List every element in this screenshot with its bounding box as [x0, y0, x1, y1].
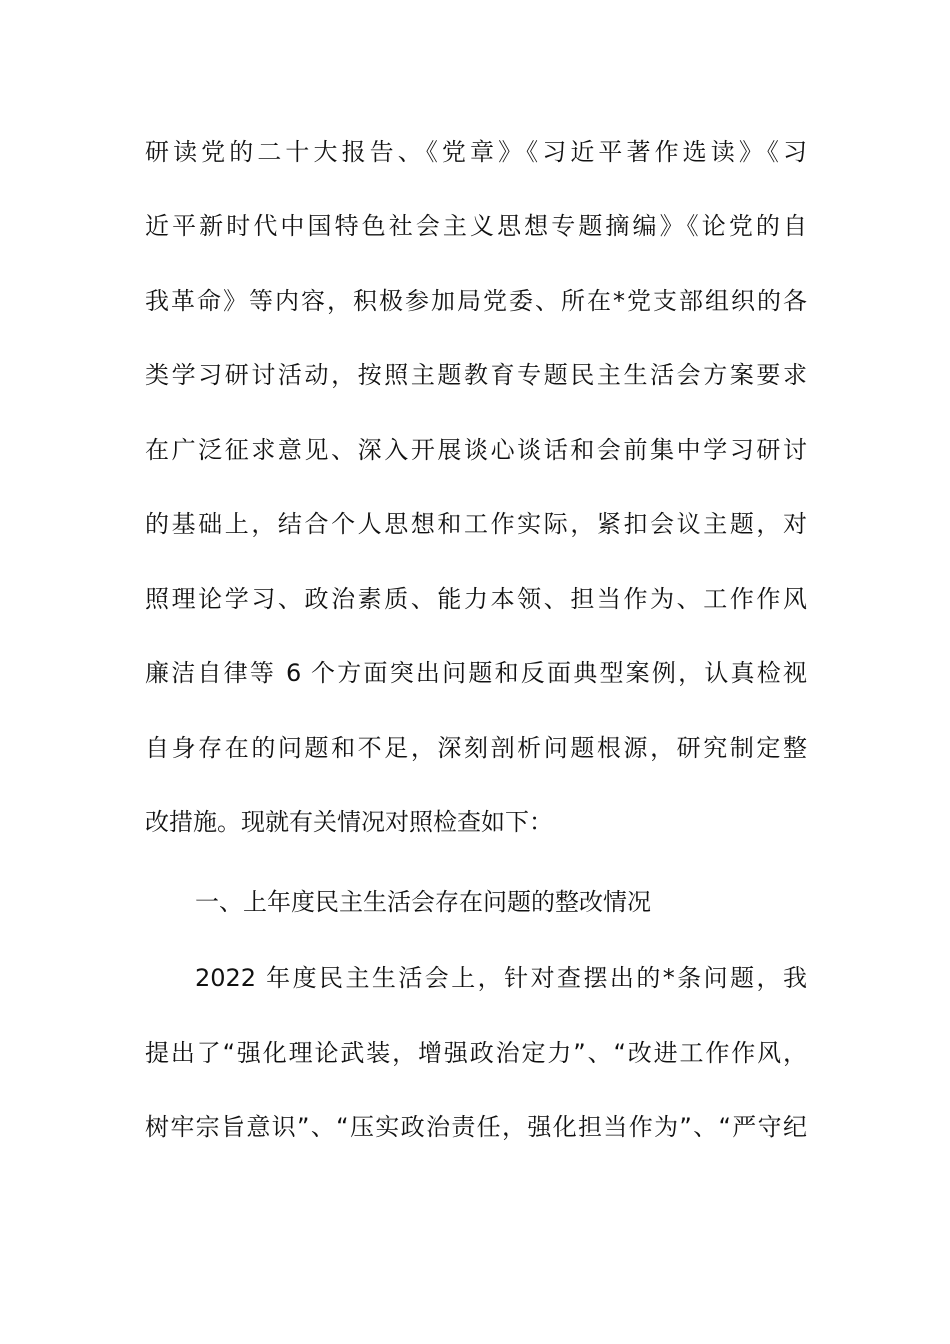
- body-text-line: 我革命》等内容，积极参加局党委、所在*党支部组织的各: [145, 287, 807, 315]
- body-text-line: 提出了“强化理论武装，增强政治定力”、“改进工作作风，: [145, 1039, 807, 1067]
- body-text-line: 廉洁自律等 6 个方面突出问题和反面典型案例，认真检视: [145, 659, 807, 687]
- body-text-line: 的基础上，结合个人思想和工作实际，紧扣会议主题，对: [145, 510, 807, 538]
- body-text-line: 在广泛征求意见、深入开展谈心谈话和会前集中学习研讨: [145, 436, 807, 464]
- body-text-line: 近平新时代中国特色社会主义思想专题摘编》《论党的自: [145, 212, 807, 240]
- body-text-line: 类学习研讨活动，按照主题教育专题民主生活会方案要求: [145, 361, 807, 389]
- body-text-line: 2022 年度民主生活会上，针对查摆出的*条问题，我: [195, 964, 807, 992]
- section-heading: 一、上年度民主生活会存在问题的整改情况: [195, 888, 651, 916]
- body-text-line: 自身存在的问题和不足，深刻剖析问题根源，研究制定整: [145, 734, 807, 762]
- body-text-line: 研读党的二十大报告、《党章》《习近平著作选读》《习: [145, 138, 807, 166]
- body-text-line: 改措施。现就有关情况对照检查如下：: [145, 808, 553, 836]
- body-text-line: 树牢宗旨意识”、“压实政治责任，强化担当作为”、“严守纪: [145, 1113, 807, 1141]
- body-text-line: 照理论学习、政治素质、能力本领、担当作为、工作作风: [145, 585, 807, 613]
